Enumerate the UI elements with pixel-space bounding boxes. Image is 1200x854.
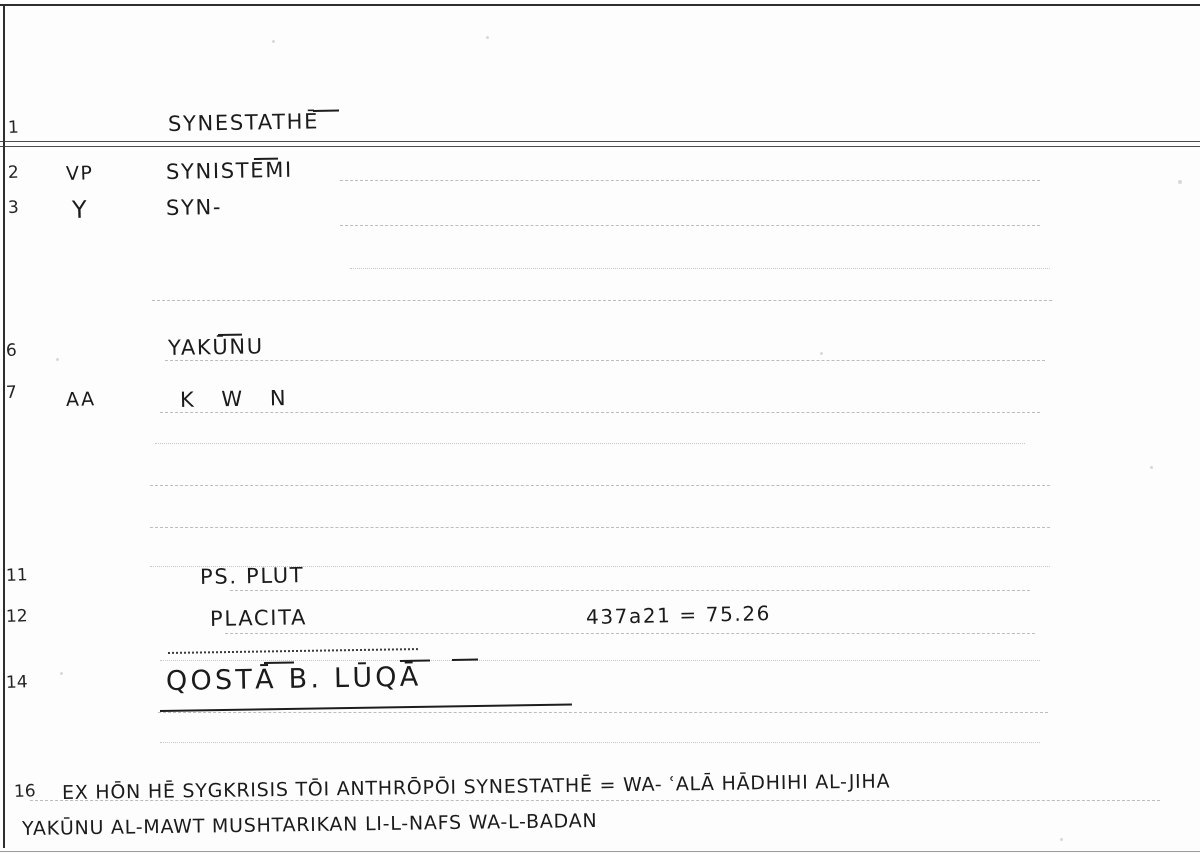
scan-speck bbox=[1150, 466, 1153, 469]
entry-arabic-translit: YAKŪNU bbox=[167, 334, 265, 360]
rule-line-9 bbox=[150, 485, 1050, 486]
rule-line-2 bbox=[340, 180, 1040, 181]
entry-translator-name: QOSTĀ B. LŪQĀ bbox=[165, 661, 422, 697]
line-number: 11 bbox=[5, 565, 28, 586]
line-number: 1 bbox=[7, 117, 20, 138]
rule-line-7 bbox=[160, 412, 1040, 413]
card-frame-bottom-border bbox=[0, 851, 1200, 852]
card-frame-left-border bbox=[3, 4, 5, 848]
rule-line-12 bbox=[225, 633, 1035, 634]
scan-speck bbox=[1060, 838, 1063, 841]
rule-line-1 bbox=[0, 141, 1200, 142]
rule-line-6 bbox=[165, 360, 1045, 361]
macron-stroke bbox=[313, 110, 339, 112]
rule-line-3 bbox=[340, 225, 1040, 226]
entry-arabic-root: K W N bbox=[179, 385, 297, 412]
macron-stroke bbox=[400, 659, 430, 662]
line-number: 12 bbox=[5, 606, 28, 627]
column-b-code: Y bbox=[71, 195, 89, 224]
line-number: 3 bbox=[7, 197, 20, 218]
scan-speck bbox=[60, 672, 63, 675]
entry-greek-prefix: SYN- bbox=[165, 195, 223, 220]
entry-greek-headword: SYNESTATHĒ bbox=[167, 109, 320, 136]
scan-speck bbox=[272, 40, 275, 43]
macron-stroke bbox=[218, 334, 242, 336]
dotted-overline bbox=[168, 648, 418, 654]
rule-line-15 bbox=[160, 742, 1040, 743]
rule-line-8 bbox=[155, 443, 1025, 444]
rule-line-10 bbox=[150, 527, 1050, 528]
name-underline bbox=[160, 704, 572, 712]
rule-line-14 bbox=[158, 712, 1048, 713]
passage-line-2: YAKŪNU AL-MAWT MUSHTARIKAN LI-L-NAFS WA-L-BADAN bbox=[21, 809, 598, 840]
rule-line-11b bbox=[230, 590, 1030, 591]
line-number: 6 bbox=[5, 340, 18, 361]
passage-line-1: EX HŌN HĒ SYGKRISIS TŌI ANTHRŌPŌI SYNESTATHĒ = WA- ʿALĀ HĀDHIHI AL-JIHA bbox=[61, 770, 891, 804]
rule-line-5 bbox=[152, 300, 1052, 301]
scan-speck bbox=[56, 358, 59, 361]
scan-speck bbox=[1178, 180, 1182, 184]
rule-line-1b bbox=[0, 146, 1200, 147]
column-b-code: VP bbox=[65, 162, 94, 185]
entry-greek-lemma: SYNISTĒMI bbox=[165, 157, 294, 184]
line-number: 2 bbox=[7, 162, 20, 183]
line-number: 14 bbox=[5, 672, 28, 693]
card-frame-top-border bbox=[0, 4, 1200, 6]
macron-stroke bbox=[254, 158, 278, 160]
entry-source-author: PS. PLUT bbox=[199, 563, 305, 589]
column-b-code: AA bbox=[65, 388, 96, 411]
rule-line-4 bbox=[350, 268, 1050, 269]
scan-speck bbox=[486, 36, 489, 39]
line-number: 7 bbox=[5, 382, 18, 403]
entry-source-work: PLACITA bbox=[209, 605, 308, 631]
line-number: 16 bbox=[13, 781, 36, 802]
entry-source-reference: 437a21 = 75.26 bbox=[585, 601, 772, 629]
scan-speck bbox=[820, 352, 823, 355]
